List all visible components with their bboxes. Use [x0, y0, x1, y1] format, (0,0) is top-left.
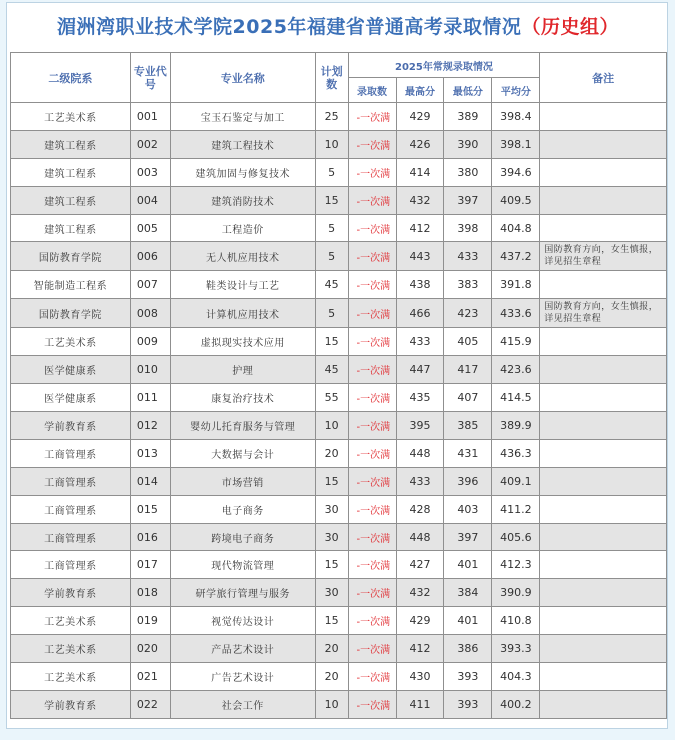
- min-score-cell: 405: [444, 328, 492, 356]
- header-remark: 备注: [540, 53, 667, 103]
- remark-cell: [540, 635, 667, 663]
- min-score-cell: 389: [444, 103, 492, 131]
- remark-cell: [540, 551, 667, 579]
- min-score-cell: 393: [444, 690, 492, 718]
- code-cell: 002: [130, 130, 170, 158]
- remark-cell: [540, 328, 667, 356]
- code-cell: 014: [130, 467, 170, 495]
- admitted-cell: -一次满: [348, 495, 396, 523]
- remark-cell: [540, 523, 667, 551]
- major-cell: 护理: [170, 356, 315, 384]
- max-score-cell: 429: [396, 607, 444, 635]
- dept-cell: 工商管理系: [11, 439, 131, 467]
- max-score-cell: 426: [396, 130, 444, 158]
- table-row: [11, 690, 667, 718]
- remark-cell: [540, 214, 667, 242]
- min-score-cell: 407: [444, 384, 492, 412]
- major-cell: 虚拟现实技术应用: [170, 328, 315, 356]
- remark-cell: [540, 495, 667, 523]
- min-score-cell: 433: [444, 242, 492, 271]
- avg-score-cell: 412.3: [492, 551, 540, 579]
- avg-score-cell: 423.6: [492, 356, 540, 384]
- header-max: 最高分: [396, 78, 444, 103]
- admitted-cell: -一次满: [348, 579, 396, 607]
- header-avg: 平均分: [492, 78, 540, 103]
- min-score-cell: 401: [444, 607, 492, 635]
- dept-cell: 工艺美术系: [11, 607, 131, 635]
- avg-score-cell: 398.4: [492, 103, 540, 131]
- max-score-cell: 412: [396, 635, 444, 663]
- min-score-cell: 431: [444, 439, 492, 467]
- avg-score-cell: 391.8: [492, 271, 540, 299]
- code-cell: 015: [130, 495, 170, 523]
- table-row: [11, 271, 667, 299]
- admitted-cell: -一次满: [348, 271, 396, 299]
- max-score-cell: 448: [396, 439, 444, 467]
- max-score-cell: 435: [396, 384, 444, 412]
- remark-cell: 国防教育方向，女生慎报，详见招生章程: [540, 242, 667, 271]
- plan-cell: 15: [315, 467, 348, 495]
- table-row: [11, 158, 667, 186]
- plan-cell: 5: [315, 158, 348, 186]
- min-score-cell: 396: [444, 467, 492, 495]
- table-row: [11, 607, 667, 635]
- dept-cell: 学前教育系: [11, 579, 131, 607]
- major-cell: 电子商务: [170, 495, 315, 523]
- max-score-cell: 412: [396, 214, 444, 242]
- dept-cell: 建筑工程系: [11, 158, 131, 186]
- plan-cell: 20: [315, 663, 348, 691]
- admitted-cell: -一次满: [348, 328, 396, 356]
- min-score-cell: 401: [444, 551, 492, 579]
- dept-cell: 工商管理系: [11, 495, 131, 523]
- plan-cell: 15: [315, 186, 348, 214]
- code-cell: 020: [130, 635, 170, 663]
- table-row: [11, 328, 667, 356]
- avg-score-cell: 394.6: [492, 158, 540, 186]
- header-plan: 计划数: [315, 53, 348, 103]
- max-score-cell: 411: [396, 690, 444, 718]
- code-cell: 012: [130, 412, 170, 440]
- dept-cell: 建筑工程系: [11, 186, 131, 214]
- major-cell: 宝玉石鉴定与加工: [170, 103, 315, 131]
- avg-score-cell: 433.6: [492, 299, 540, 328]
- remark-cell: [540, 412, 667, 440]
- avg-score-cell: 411.2: [492, 495, 540, 523]
- table-row: [11, 412, 667, 440]
- avg-score-cell: 400.2: [492, 690, 540, 718]
- major-cell: 视觉传达设计: [170, 607, 315, 635]
- admitted-cell: -一次满: [348, 384, 396, 412]
- max-score-cell: 427: [396, 551, 444, 579]
- code-cell: 021: [130, 663, 170, 691]
- plan-cell: 5: [315, 299, 348, 328]
- major-cell: 康复治疗技术: [170, 384, 315, 412]
- code-cell: 011: [130, 384, 170, 412]
- avg-score-cell: 436.3: [492, 439, 540, 467]
- major-cell: 鞋类设计与工艺: [170, 271, 315, 299]
- major-cell: 大数据与会计: [170, 439, 315, 467]
- admitted-cell: -一次满: [348, 186, 396, 214]
- table-row: [11, 186, 667, 214]
- major-cell: 工程造价: [170, 214, 315, 242]
- plan-cell: 15: [315, 607, 348, 635]
- dept-cell: 医学健康系: [11, 356, 131, 384]
- remark-cell: [540, 467, 667, 495]
- dept-cell: 学前教育系: [11, 412, 131, 440]
- header-min: 最低分: [444, 78, 492, 103]
- avg-score-cell: 437.2: [492, 242, 540, 271]
- major-cell: 现代物流管理: [170, 551, 315, 579]
- plan-cell: 15: [315, 328, 348, 356]
- dept-cell: 工艺美术系: [11, 663, 131, 691]
- admitted-cell: -一次满: [348, 439, 396, 467]
- dept-cell: 工艺美术系: [11, 103, 131, 131]
- code-cell: 016: [130, 523, 170, 551]
- title-main: 湄洲湾职业技术学院2025年福建省普通高考录取情况: [57, 16, 522, 38]
- table-row: [11, 635, 667, 663]
- code-cell: 005: [130, 214, 170, 242]
- avg-score-cell: 409.5: [492, 186, 540, 214]
- remark-cell: [540, 130, 667, 158]
- dept-cell: 智能制造工程系: [11, 271, 131, 299]
- plan-cell: 30: [315, 579, 348, 607]
- major-cell: 广告艺术设计: [170, 663, 315, 691]
- table-row: [11, 103, 667, 131]
- remark-cell: [540, 271, 667, 299]
- min-score-cell: 417: [444, 356, 492, 384]
- major-cell: 计算机应用技术: [170, 299, 315, 328]
- table-row: [11, 579, 667, 607]
- plan-cell: 30: [315, 523, 348, 551]
- remark-cell: 国防教育方向，女生慎报，详见招生章程: [540, 299, 667, 328]
- avg-score-cell: 398.1: [492, 130, 540, 158]
- code-cell: 013: [130, 439, 170, 467]
- table-row: [11, 299, 667, 328]
- admission-table: [10, 52, 667, 719]
- admitted-cell: -一次满: [348, 412, 396, 440]
- major-cell: 市场营销: [170, 467, 315, 495]
- header-dept: 二级院系: [11, 53, 131, 103]
- header-major: 专业名称: [170, 53, 315, 103]
- avg-score-cell: 404.8: [492, 214, 540, 242]
- max-score-cell: 466: [396, 299, 444, 328]
- admitted-cell: -一次满: [348, 663, 396, 691]
- dept-cell: 建筑工程系: [11, 130, 131, 158]
- code-cell: 009: [130, 328, 170, 356]
- table-row: [11, 663, 667, 691]
- admitted-cell: -一次满: [348, 551, 396, 579]
- min-score-cell: 403: [444, 495, 492, 523]
- dept-cell: 国防教育学院: [11, 242, 131, 271]
- code-cell: 022: [130, 690, 170, 718]
- remark-cell: [540, 690, 667, 718]
- table-row: [11, 130, 667, 158]
- remark-cell: [540, 663, 667, 691]
- major-cell: 婴幼儿托育服务与管理: [170, 412, 315, 440]
- table-body: [11, 103, 667, 719]
- code-cell: 010: [130, 356, 170, 384]
- header-admitted: 录取数: [348, 78, 396, 103]
- min-score-cell: 386: [444, 635, 492, 663]
- plan-cell: 5: [315, 242, 348, 271]
- major-cell: 建筑加固与修复技术: [170, 158, 315, 186]
- max-score-cell: 430: [396, 663, 444, 691]
- remark-cell: [540, 607, 667, 635]
- code-cell: 008: [130, 299, 170, 328]
- table-row: [11, 439, 667, 467]
- admitted-cell: -一次满: [348, 607, 396, 635]
- code-cell: 006: [130, 242, 170, 271]
- avg-score-cell: 405.6: [492, 523, 540, 551]
- min-score-cell: 398: [444, 214, 492, 242]
- avg-score-cell: 390.9: [492, 579, 540, 607]
- plan-cell: 55: [315, 384, 348, 412]
- max-score-cell: 432: [396, 186, 444, 214]
- max-score-cell: 448: [396, 523, 444, 551]
- table-row: [11, 214, 667, 242]
- max-score-cell: 433: [396, 328, 444, 356]
- avg-score-cell: 415.9: [492, 328, 540, 356]
- major-cell: 建筑消防技术: [170, 186, 315, 214]
- min-score-cell: 397: [444, 523, 492, 551]
- table-row: [11, 551, 667, 579]
- code-cell: 018: [130, 579, 170, 607]
- table-row: [11, 384, 667, 412]
- dept-cell: 工商管理系: [11, 467, 131, 495]
- plan-cell: 20: [315, 439, 348, 467]
- header-group-2025: 2025年常规录取情况: [348, 53, 540, 78]
- code-cell: 004: [130, 186, 170, 214]
- dept-cell: 建筑工程系: [11, 214, 131, 242]
- code-cell: 017: [130, 551, 170, 579]
- max-score-cell: 433: [396, 467, 444, 495]
- max-score-cell: 443: [396, 242, 444, 271]
- admitted-cell: -一次满: [348, 130, 396, 158]
- plan-cell: 15: [315, 551, 348, 579]
- code-cell: 003: [130, 158, 170, 186]
- table-row: [11, 495, 667, 523]
- plan-cell: 10: [315, 690, 348, 718]
- admitted-cell: -一次满: [348, 690, 396, 718]
- dept-cell: 医学健康系: [11, 384, 131, 412]
- major-cell: 跨境电子商务: [170, 523, 315, 551]
- max-score-cell: 395: [396, 412, 444, 440]
- remark-cell: [540, 384, 667, 412]
- admitted-cell: -一次满: [348, 299, 396, 328]
- min-score-cell: 383: [444, 271, 492, 299]
- page-title: [7, 7, 669, 47]
- dept-cell: 工商管理系: [11, 523, 131, 551]
- avg-score-cell: 393.3: [492, 635, 540, 663]
- min-score-cell: 385: [444, 412, 492, 440]
- code-cell: 019: [130, 607, 170, 635]
- remark-cell: [540, 103, 667, 131]
- max-score-cell: 414: [396, 158, 444, 186]
- table-row: [11, 242, 667, 271]
- max-score-cell: 447: [396, 356, 444, 384]
- plan-cell: 25: [315, 103, 348, 131]
- admitted-cell: -一次满: [348, 158, 396, 186]
- avg-score-cell: 389.9: [492, 412, 540, 440]
- min-score-cell: 390: [444, 130, 492, 158]
- major-cell: 无人机应用技术: [170, 242, 315, 271]
- max-score-cell: 438: [396, 271, 444, 299]
- admitted-cell: -一次满: [348, 635, 396, 663]
- admitted-cell: -一次满: [348, 242, 396, 271]
- remark-cell: [540, 439, 667, 467]
- max-score-cell: 429: [396, 103, 444, 131]
- plan-cell: 5: [315, 214, 348, 242]
- avg-score-cell: 410.8: [492, 607, 540, 635]
- max-score-cell: 428: [396, 495, 444, 523]
- title-group: （历史组）: [521, 16, 619, 38]
- dept-cell: 工商管理系: [11, 551, 131, 579]
- remark-cell: [540, 186, 667, 214]
- table-row: [11, 356, 667, 384]
- min-score-cell: 384: [444, 579, 492, 607]
- table-row: [11, 523, 667, 551]
- admitted-cell: -一次满: [348, 103, 396, 131]
- avg-score-cell: 414.5: [492, 384, 540, 412]
- header-code: 专业代号: [130, 53, 170, 103]
- min-score-cell: 393: [444, 663, 492, 691]
- major-cell: 产品艺术设计: [170, 635, 315, 663]
- major-cell: 社会工作: [170, 690, 315, 718]
- avg-score-cell: 409.1: [492, 467, 540, 495]
- admitted-cell: -一次满: [348, 523, 396, 551]
- major-cell: 研学旅行管理与服务: [170, 579, 315, 607]
- document-frame: [6, 2, 668, 729]
- remark-cell: [540, 158, 667, 186]
- min-score-cell: 423: [444, 299, 492, 328]
- plan-cell: 20: [315, 635, 348, 663]
- plan-cell: 45: [315, 356, 348, 384]
- max-score-cell: 432: [396, 579, 444, 607]
- dept-cell: 国防教育学院: [11, 299, 131, 328]
- dept-cell: 工艺美术系: [11, 328, 131, 356]
- major-cell: 建筑工程技术: [170, 130, 315, 158]
- plan-cell: 10: [315, 130, 348, 158]
- dept-cell: 学前教育系: [11, 690, 131, 718]
- table-row: [11, 467, 667, 495]
- admitted-cell: -一次满: [348, 214, 396, 242]
- code-cell: 001: [130, 103, 170, 131]
- admitted-cell: -一次满: [348, 356, 396, 384]
- plan-cell: 30: [315, 495, 348, 523]
- admitted-cell: -一次满: [348, 467, 396, 495]
- plan-cell: 10: [315, 412, 348, 440]
- code-cell: 007: [130, 271, 170, 299]
- avg-score-cell: 404.3: [492, 663, 540, 691]
- dept-cell: 工艺美术系: [11, 635, 131, 663]
- remark-cell: [540, 579, 667, 607]
- min-score-cell: 397: [444, 186, 492, 214]
- plan-cell: 45: [315, 271, 348, 299]
- min-score-cell: 380: [444, 158, 492, 186]
- remark-cell: [540, 356, 667, 384]
